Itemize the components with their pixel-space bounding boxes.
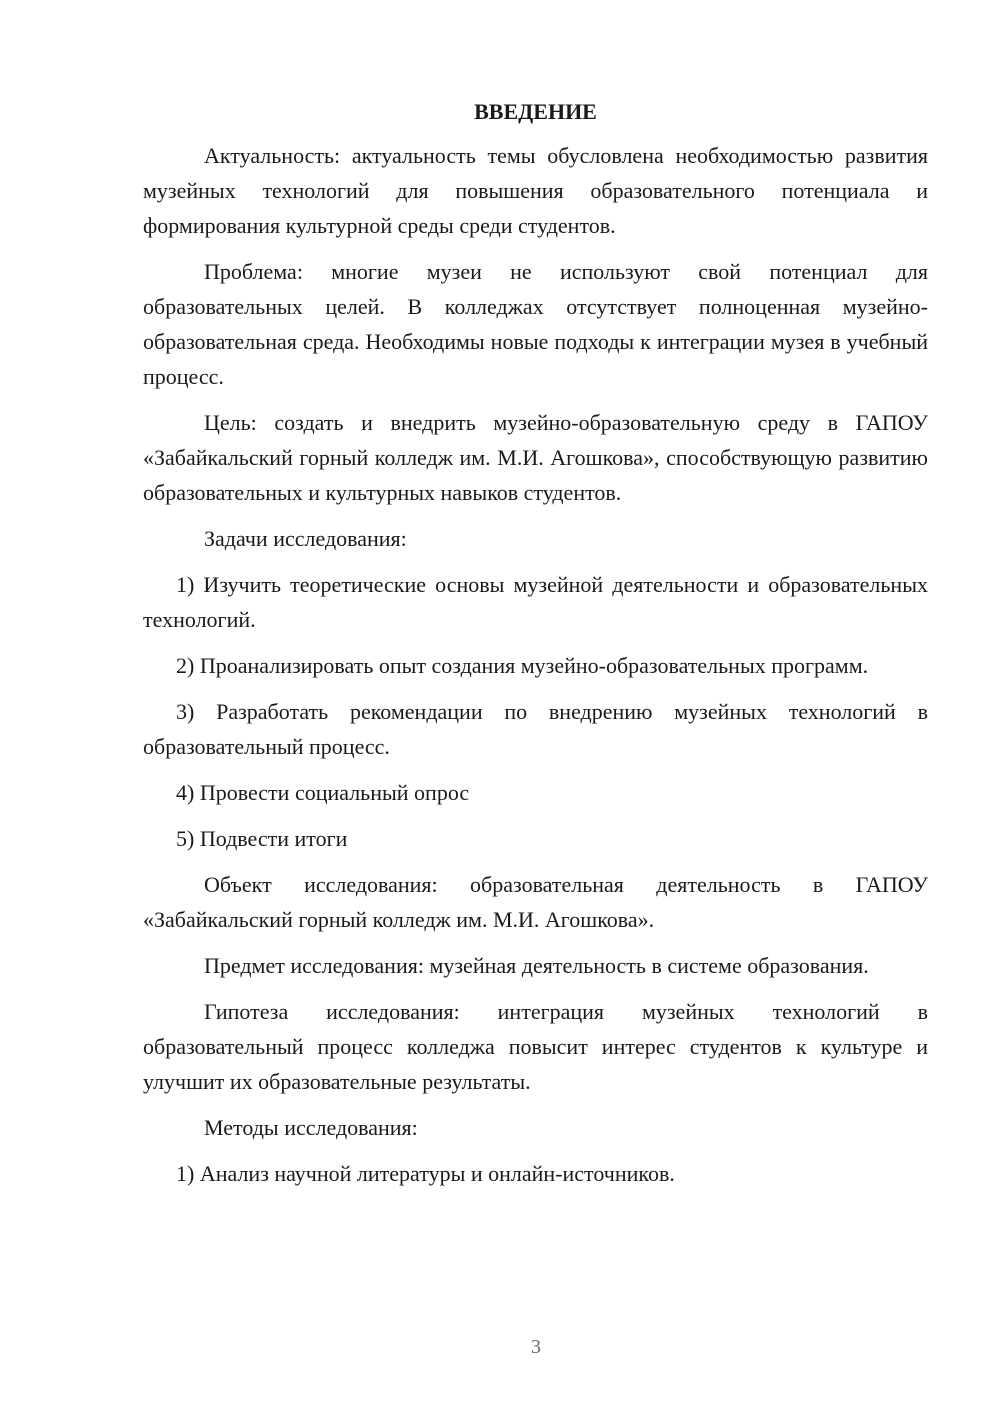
task-item-4: 4) Провести социальный опрос (176, 780, 470, 805)
paragraph-object: Объект исследования: образовательная деятельность в ГАПОУ «Забайкальский горный колледж им. М.И. Агошкова». (143, 872, 928, 932)
page-number: 3 (531, 1336, 541, 1358)
paragraph-relevance: Актуальность: актуальность темы обусловлена необходимостью развития музейных технологий для повышения образовательного потенциала и формирования культурной среды среди студентов. (143, 143, 928, 238)
section-title: ВВЕДЕНИЕ (474, 99, 597, 124)
paragraph-hypothesis: Гипотеза исследования: интеграция музейных технологий в образовательный процесс колледжа повысит интерес студентов к культуре и улучшит их образовательные результаты. (143, 999, 928, 1094)
task-item-5: 5) Подвести итоги (176, 826, 348, 851)
task-item-3: 3) Разработать рекомендации по внедрению музейных технологий в образовательный процесс. (143, 699, 928, 759)
method-item-1: 1) Анализ научной литературы и онлайн-источников. (176, 1161, 675, 1186)
document-page (143, 94, 928, 1202)
paragraph-problem: Проблема: многие музеи не используют свой потенциал для образовательных целей. В колледжах отсутствует полноценная музейно-образовательная среда. Необходимы новые подходы к интеграции музея в учебный процесс. (143, 259, 928, 389)
paragraph-goal: Цель: создать и внедрить музейно-образовательную среду в ГАПОУ «Забайкальский горный колледж им. М.И. Агошкова», способствующую развитию образовательных и культурных навыков студентов. (143, 410, 928, 505)
task-item-1: 1) Изучить теоретические основы музейной деятельности и образовательных технологий. (143, 572, 928, 632)
paragraph-tasks-heading: Задачи исследования: (204, 526, 407, 551)
task-item-2: 2) Проанализировать опыт создания музейно-образовательных программ. (176, 653, 869, 678)
paragraph-subject: Предмет исследования: музейная деятельность в системе образования. (204, 953, 869, 978)
paragraph-methods-heading: Методы исследования: (204, 1115, 418, 1140)
